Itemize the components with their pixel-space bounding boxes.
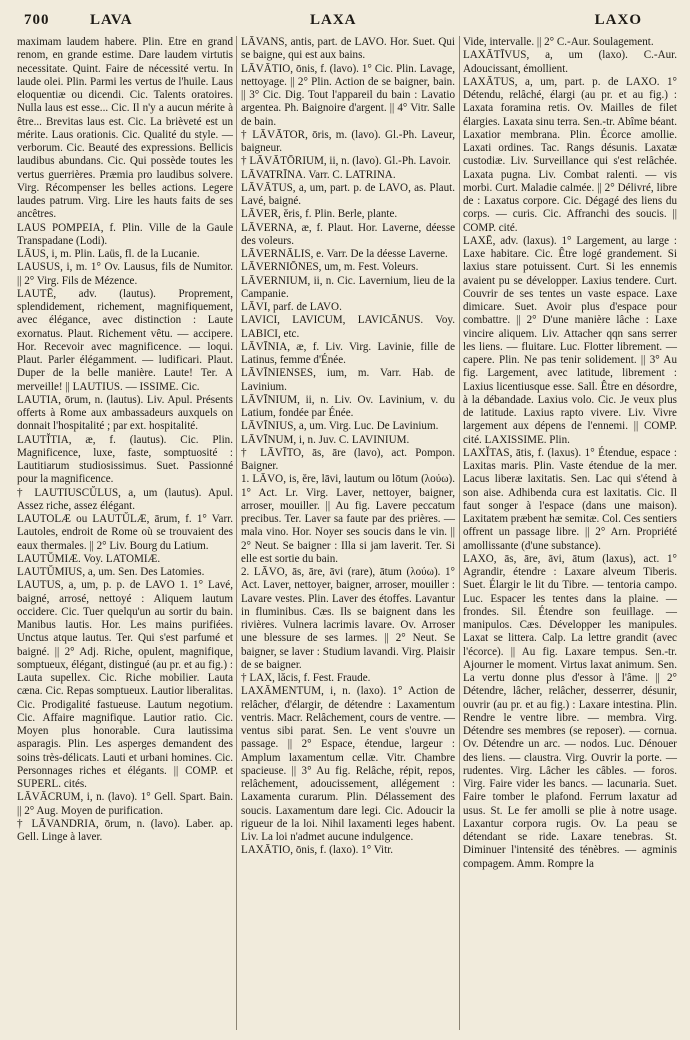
header-middle-word: LAXA	[310, 12, 357, 28]
dictionary-entry: LĀVERNIŌNES, um, m. Fest. Voleurs.	[241, 261, 419, 274]
dictionary-entry: LAXĒ, adv. (laxus). 1° Largement, au large : Laxe habitare. Cic. Être logé grandement. Si laxius stare potuissent. Curt. Si les ennemis avaient pu se développer. Laxius tendere. Curt. Couvrir de ses tentes un vaste espace. Laxe dimicare. Suet. Avoir plus d'espace pour combattre. || 2° D'une manière lâche : Laxe vincire aliquem. Liv. Attacher qqn sans serrer les liens. — fluitare. Luc. Flotter librement. — capere. Plin. Ne pas tenir solidement. || 3° Au fig. Largement, avec latitude, librement : Laxius licentiusque esse. Sall. Être en désordre, à la débandade. Laxius volo. Cic. Je veux plus de latitude. Laxius rapto vivere. Liv. Vivre largement aux dépens de l'ennemi. || COMP. cité. LAXISSIME. Plin.	[463, 234, 677, 446]
dictionary-entry: LĀVĀCRUM, i, n. (lavo). 1° Gell. Spart. Bain. || 2° Aug. Moyen de purification.	[17, 791, 233, 817]
dictionary-entry: LAXĀTUS, a, um, part. p. de LAXO. 1° Détendu, relâché, élargi (au pr. et au fig.) : Laxata foramina retis. Ov. Mailles de filet élargies. Laxata sinu terra. Sen.-tr. Abîme béant. Laxatior membrana. Plin. Écorce amollie. Laxati ordines. Tac. Rangs désunis. Laxatæ custodiæ. Liv. Surveillance qui s'est relâchée. Laxata pugna. Liv. Combat ralenti. — vis morbi. Curt. Maladie calmée. || 2° Délivré, libre de : Laxatus corpore. Cic. Dégagé des liens du corps. — curis. Cic. Affranchi des soucis. || COMP. cité.	[463, 75, 677, 234]
dictionary-entry: LĀUS, i, m. Plin. Laüs, fl. de la Lucanie.	[17, 248, 200, 260]
dictionary-entry: LAUTĬTIA, æ, f. (lautus). Cic. Plin. Magnificence, luxe, faste, somptuosité : Lautitiarum studiosissimus. Suet. Passionné pour la magnificence.	[17, 433, 233, 486]
dictionary-entry: LAXĀTĪVUS, a, um (laxo). C.-Aur. Adoucissant, émollient.	[463, 49, 677, 75]
dictionary-entry: LĀVERNIUM, ii, n. Cic. Lavernium, lieu de la Campanie.	[241, 274, 455, 300]
dictionary-entry: LAXĀTIO, ōnis, f. (laxo). 1° Vitr.	[241, 844, 394, 857]
dictionary-entry: † LĀVANDRIA, ōrum, n. (lavo). Laber. ap. Gell. Linge à laver.	[17, 817, 233, 843]
dictionary-entry: † LĀVĀTOR, ōris, m. (lavo). Gl.-Ph. Laveur, baigneur.	[241, 128, 455, 154]
column-left	[14, 36, 236, 1030]
dictionary-entry: LĀVI, parf. de LAVO.	[241, 301, 342, 313]
dictionary-entry: LAUTIA, ōrum, n. (lautus). Liv. Apul. Présents offerts à Rome aux ambassadeurs auxquels on donnait l'hospitalité ; par ext. hospitalité.	[17, 393, 233, 433]
dictionary-entry: LĀVĀTIO, ōnis, f. (lavo). 1° Cic. Plin. Lavage, nettoyage. || 2° Plin. Action de se baigner, bain. || 3° Cic. Dig. Tout l'appareil du bain : Lavatio argentea. Ph. Baignoire d'argent. || 4° Vitr. Salle de bain.	[241, 62, 455, 128]
dictionary-entry: LAUTOLÆ ou LAUTŬLÆ, ārum, f. 1° Varr. Lautoles, endroit de Rome où se trouvaient des eaux thermales. || 2° Liv. Bourg du Latium.	[17, 513, 233, 552]
dictionary-entry: † LAUTIUSCŬLUS, a, um (lautus). Apul. Assez riche, assez élégant.	[17, 486, 233, 512]
dictionary-entry: † LAX, lăcis, f. Fest. Fraude.	[241, 672, 371, 684]
dictionary-entry: LĀVER, ĕris, f. Plin. Berle, plante.	[241, 208, 398, 221]
dictionary-entry: 2. LĀVO, ās, āre, āvi (rare), ātum (λούω). 1° Act. Laver, nettoyer, baigner, arroser, mouiller : Lavare vestes. Plin. Laver des étoffes. Lavantur in fluminibus. Cæs. Ils se baignent dans les rivières. Vulnera lacrimis lavare. Ov. Arroser une blessure de ses larmes. || 2° Neut. Se baigner, se laver : Studium lavandi. Virg. Plaisir de se baigner.	[241, 566, 455, 671]
dictionary-entry: LĀVATRĪNA. Varr. C. LATRINA.	[241, 168, 396, 181]
dictionary-entry: LAUTŬMIUS, a, um. Sen. Des Latomies.	[17, 566, 205, 578]
dictionary-entry: LĀVĪNIENSES, ium, m. Varr. Hab. de Lavinium.	[241, 367, 455, 393]
column-right	[460, 36, 680, 1030]
header-right-word: LAXO	[594, 12, 642, 28]
dictionary-entry: LĀVĪNIUM, ii, n. Liv. Ov. Lavinium, v. du Latium, fondée par Énée.	[241, 393, 455, 419]
dictionary-entry: LAUTUS, a, um, p. p. de LAVO 1. 1° Lavé, baigné, arrosé, nettoyé : Aliquem lautum occidere. Cic. Tuer quelqu'un au sortir du bain. Manibus lautis. Hor. Les mains purifiées. Unctus atque lautus. Ter. Qui s'est parfumé et baigné. || 2° Adj. Riche, opulent, magnifique, somptueux, élégant, distingué (au pr. et au fig.) : Lauta supellex. Cic. Riche mobilier. Lauta cæna. Cic. Repas somptueux. Lautior liberalitas. Cic. Prodigalité fastueuse. Lautum negotium. Cic. Affaire magnifique. Lautior ratio. Cic. Moyen plus honorable. Cura lautissima asparagis. Plin. Les asperges demandent des soins très-délicats. Lauti et urbani homines. Cic. Personnages riches et élégants. || COMP. et SUPERL. cités.	[17, 579, 233, 790]
dictionary-entry: 1. LĀVO, is, ĕre, lāvi, lautum ou lōtum (λούω). 1° Act. Lr. Virg. Laver, nettoyer, baigner, arroser, mouiller. || Au fig. Lavere peccatum precibus. Ter. Laver sa faute par des prières. — mala vino. Hor. Noyer ses soucis dans le vin. || 2° Neut. Se baigner : Illa si jam laverit. Ter. Si elle est sortie du bain.	[241, 473, 455, 565]
dictionary-entry: LĀVERNĀLIS, e. Varr. De la déesse Laverne.	[241, 248, 448, 260]
dictionary-entry: Vide, intervalle. || 2° C.-Aur. Soulagement.	[463, 36, 654, 48]
dictionary-entry: LAXO, ās, āre, āvi, ātum (laxus), act. 1° Agrandir, étendre : Laxare alveum Tiberis. Suet. Élargir le lit du Tibre. — tentoria campo. Luc. Espacer les tentes dans la plaine. — frondes. Sil. Étendre son feuillage. — manipulos. Cæs. Développer les manipules. Laxat se littera. Calp. La lettre grandit (avec l'écorce). || Au fig. Laxare tempus. Sen.-tr. Ajourner le moment. Virtus laxat animum. Sen. La vertu donne plus d'essor à l'âme. || 2° Détendre, lâcher, relâcher, desserrer, désunir, ouvrir (au pr. et au fig.) : Laxare intestina. Plin. Rendre le ventre libre. — membra. Virg. Détendre ses membres (se reposer). — cornua. Ov. Détendre un arc. — nodos. Luc. Dénouer des liens. — claustra. Virg. Ouvrir la porte. — rudentes. Virg. Lâcher les câbles. — foros. Virg. Faire vider les bancs. — lacunaria. Suet. Faire tomber le plafond. Ferrum laxatur ad usus. St. Le fer amolli se plie à notre usage. Laxantur corpora rugis. Ov. La peau se détendant se ride. Laxare tenebras. St. Diminuer l'intensité des ténèbres. — agminis compagem. Amm. Rompre la	[463, 552, 677, 870]
entry-columns	[14, 36, 680, 1030]
running-header	[14, 12, 680, 36]
dictionary-entry: LĀVĪNIUS, a, um. Virg. Luc. De Lavinium.	[241, 420, 439, 433]
dictionary-entry: LĀVĪNIA, æ, f. Liv. Virg. Lavinie, fille de Latinus, femme d'Énée.	[241, 340, 455, 366]
dictionary-entry: LAXĬTAS, ātis, f. (laxus). 1° Étendue, espace : Laxitas maris. Plin. Vaste étendue de la mer. Lacus liberæ laxitatis. Sen. Lac qui s'étend à son aise. Adhibenda cura est laxitatis. Cic. Il faut songer à l'espace (dans une maison). Laxitatem præbent hæ semitæ. Col. Ces sentiers offrent un passage libre. || 2° Arn. Propriété amollissante (d'une substance).	[463, 446, 677, 552]
header-left-word: LAVA	[90, 12, 133, 28]
dictionary-entry: LAUSUS, i, m. 1° Ov. Lausus, fils de Numitor. || 2° Virg. Fils de Mézence.	[17, 261, 233, 287]
dictionary-entry: † LĀVĀTŌRIUM, ii, n. (lavo). Gl.-Ph. Lavoir.	[241, 155, 451, 168]
dictionary-entry: LAUTŬMIÆ. Voy. LATOMIÆ.	[17, 552, 161, 565]
dictionary-entry: † LĀVĪTO, ās, āre (lavo), act. Pompon. Baigner.	[241, 446, 455, 472]
dictionary-entry: maximam laudem habere. Plin. Etre en grand renom, en grande estime. Dare laudem virtutis necessitate. Quint. Faire de nécessité vertu. In laude olei. Plin. Parmi les vertus de l'huile. Laus eloquentiæ ou dicendi. Cic. Talents oratoires. Nulla laus est esse... Cic. Il n'y a aucun mérite à être... Brevitas laus est. Cic. La brièveté est un mérite. Laus orationis. Cic. Qualité du style. — verborum. Cic. Beauté des expressions. Bellicis laudibus abundans. Cic. Qui possède toutes les vertus guerrières. Præmia pro laudibus solvere. Virg. Récompenser les belles actions. Legere laudes patrum. Virg. Lire les hauts faits de ses ancêtres.	[17, 36, 233, 221]
dictionary-entry: LĀVERNA, æ, f. Plaut. Hor. Laverne, déesse des voleurs.	[241, 221, 455, 247]
dictionary-entry: LAXĀMENTUM, i, n. (laxo). 1° Action de relâcher, d'élargir, de détendre : Laxamentum ventris. Macr. Relâchement, cours de ventre. — ventus sibi parat. Sen. Le vent s'ouvre un passage. || 2° Espace, étendue, largeur : Amplum laxamentum cellæ. Vitr. Chambre spacieuse. || 3° Au fig. Relâche, répit, repos, relâchement, adoucissement, allégement : Laxamenta curarum. Plin. Délassement des soucis. Laxamentum dare legi. Cic. Adoucir la rigueur de la loi. Nihil laxamenti leges habent. Liv. La loi n'admet aucune indulgence.	[241, 685, 455, 843]
dictionary-entry: LAUTĒ, adv. (lautus). Proprement, splendidement, richement, magnifiquement, avec élégance, avec distinction : Laute exornatus. Plaut. Richement vêtu. — accipere. Hor. Recevoir avec magnificence. — loqui. Plaut. Parler élégamment. — ludificari. Plaut. Duper de la belle manière. Laute! Ter. A merveille! || LAUTIUS. — ISSIME. Cic.	[17, 287, 233, 393]
column-middle	[236, 36, 460, 1030]
dictionary-page	[14, 12, 680, 1032]
dictionary-entry: LAUS POMPEIA, f. Plin. Ville de la Gaule Transpadane (Lodi).	[17, 221, 233, 247]
page-number: 700	[24, 12, 50, 28]
dictionary-entry: LĀVANS, antis, part. de LAVO. Hor. Suet. Qui se baigne, qui est aux bains.	[241, 36, 455, 62]
dictionary-entry: LĀVĀTUS, a, um, part. p. de LAVO, as. Plaut. Lavé, baigné.	[241, 181, 455, 207]
dictionary-entry: LAVICI, LAVICUM, LAVICĀNUS. Voy. LABICI, etc.	[241, 314, 455, 340]
dictionary-entry: LĀVĪNUM, i, n. Juv. C. LAVINIUM.	[241, 433, 410, 446]
